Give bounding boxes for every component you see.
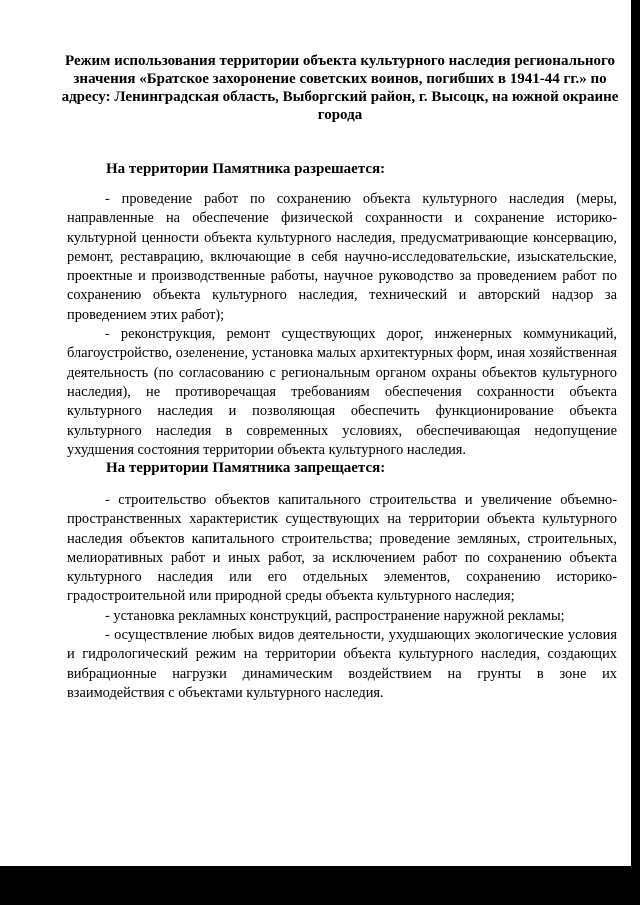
prohibited-section (67, 491, 617, 703)
prohibited-item: - осуществление любых видов деятельности, ухудшающих экологические условия и гидрологический режим на территории объекта культурного наследия, создающих вибрационные нагрузки динамическим воздействием на грунты в зоне их взаимодействия с объектами культурного наследия. (67, 627, 617, 701)
prohibited-item: - установка рекламных конструкций, распространение наружной рекламы; (105, 607, 565, 624)
allowed-item: - реконструкция, ремонт существующих дорог, инженерных коммуникаций, благоустройство, озеленение, установка малых архитектурных форм, иная хозяйственная деятельность (по согласованию с региональным органом охраны объектов культурного наследия), не противоречащая требованиям обеспечения сохранности объекта культурного наследия и позволяющая обеспечить функционирование объекта культурного наследия в современных условиях, обеспечивающая недопущение ухудшения состояния территории объекта культурного наследия. (67, 326, 617, 458)
prohibited-item: - строительство объектов капитального строительства и увеличение объемно-пространственных характеристик существующих на территории объекта культурного наследия объектов капитального строительства; проведение земляных, строительных, мелиоративных работ и иных работ, за исключением работ по сохранению объекта культурного наследия или его отдельных элементов, сохранению историко-градостроительной или природной среды объекта культурного наследия; (67, 492, 617, 605)
allowed-section (67, 190, 617, 460)
allowed-item: - проведение работ по сохранению объекта культурного наследия (меры, направленные на обеспечение физической сохранности и сохранение историко-культурной ценности объекта культурного наследия, предусматривающие консервацию, ремонт, реставрацию, включающие в себя научно-исследовательские, изыскательские, проектные и производственные работы, научное руководство за проведением работ по сохранению объекта культурного наследия, технический и авторский надзор за проведением этих работ); (67, 191, 617, 323)
document-title: Режим использования территории объекта культурного наследия регионального значения «Братское захоронение советских воинов, погибших в 1941-44 гг.» по адресу: Ленинградская область, Выборгский район, г. Высоцк, на южной окраине города (61, 53, 619, 123)
prohibited-heading: На территории Памятника запрещается: (106, 460, 386, 476)
allowed-heading: На территории Памятника разрешается: (106, 161, 386, 177)
